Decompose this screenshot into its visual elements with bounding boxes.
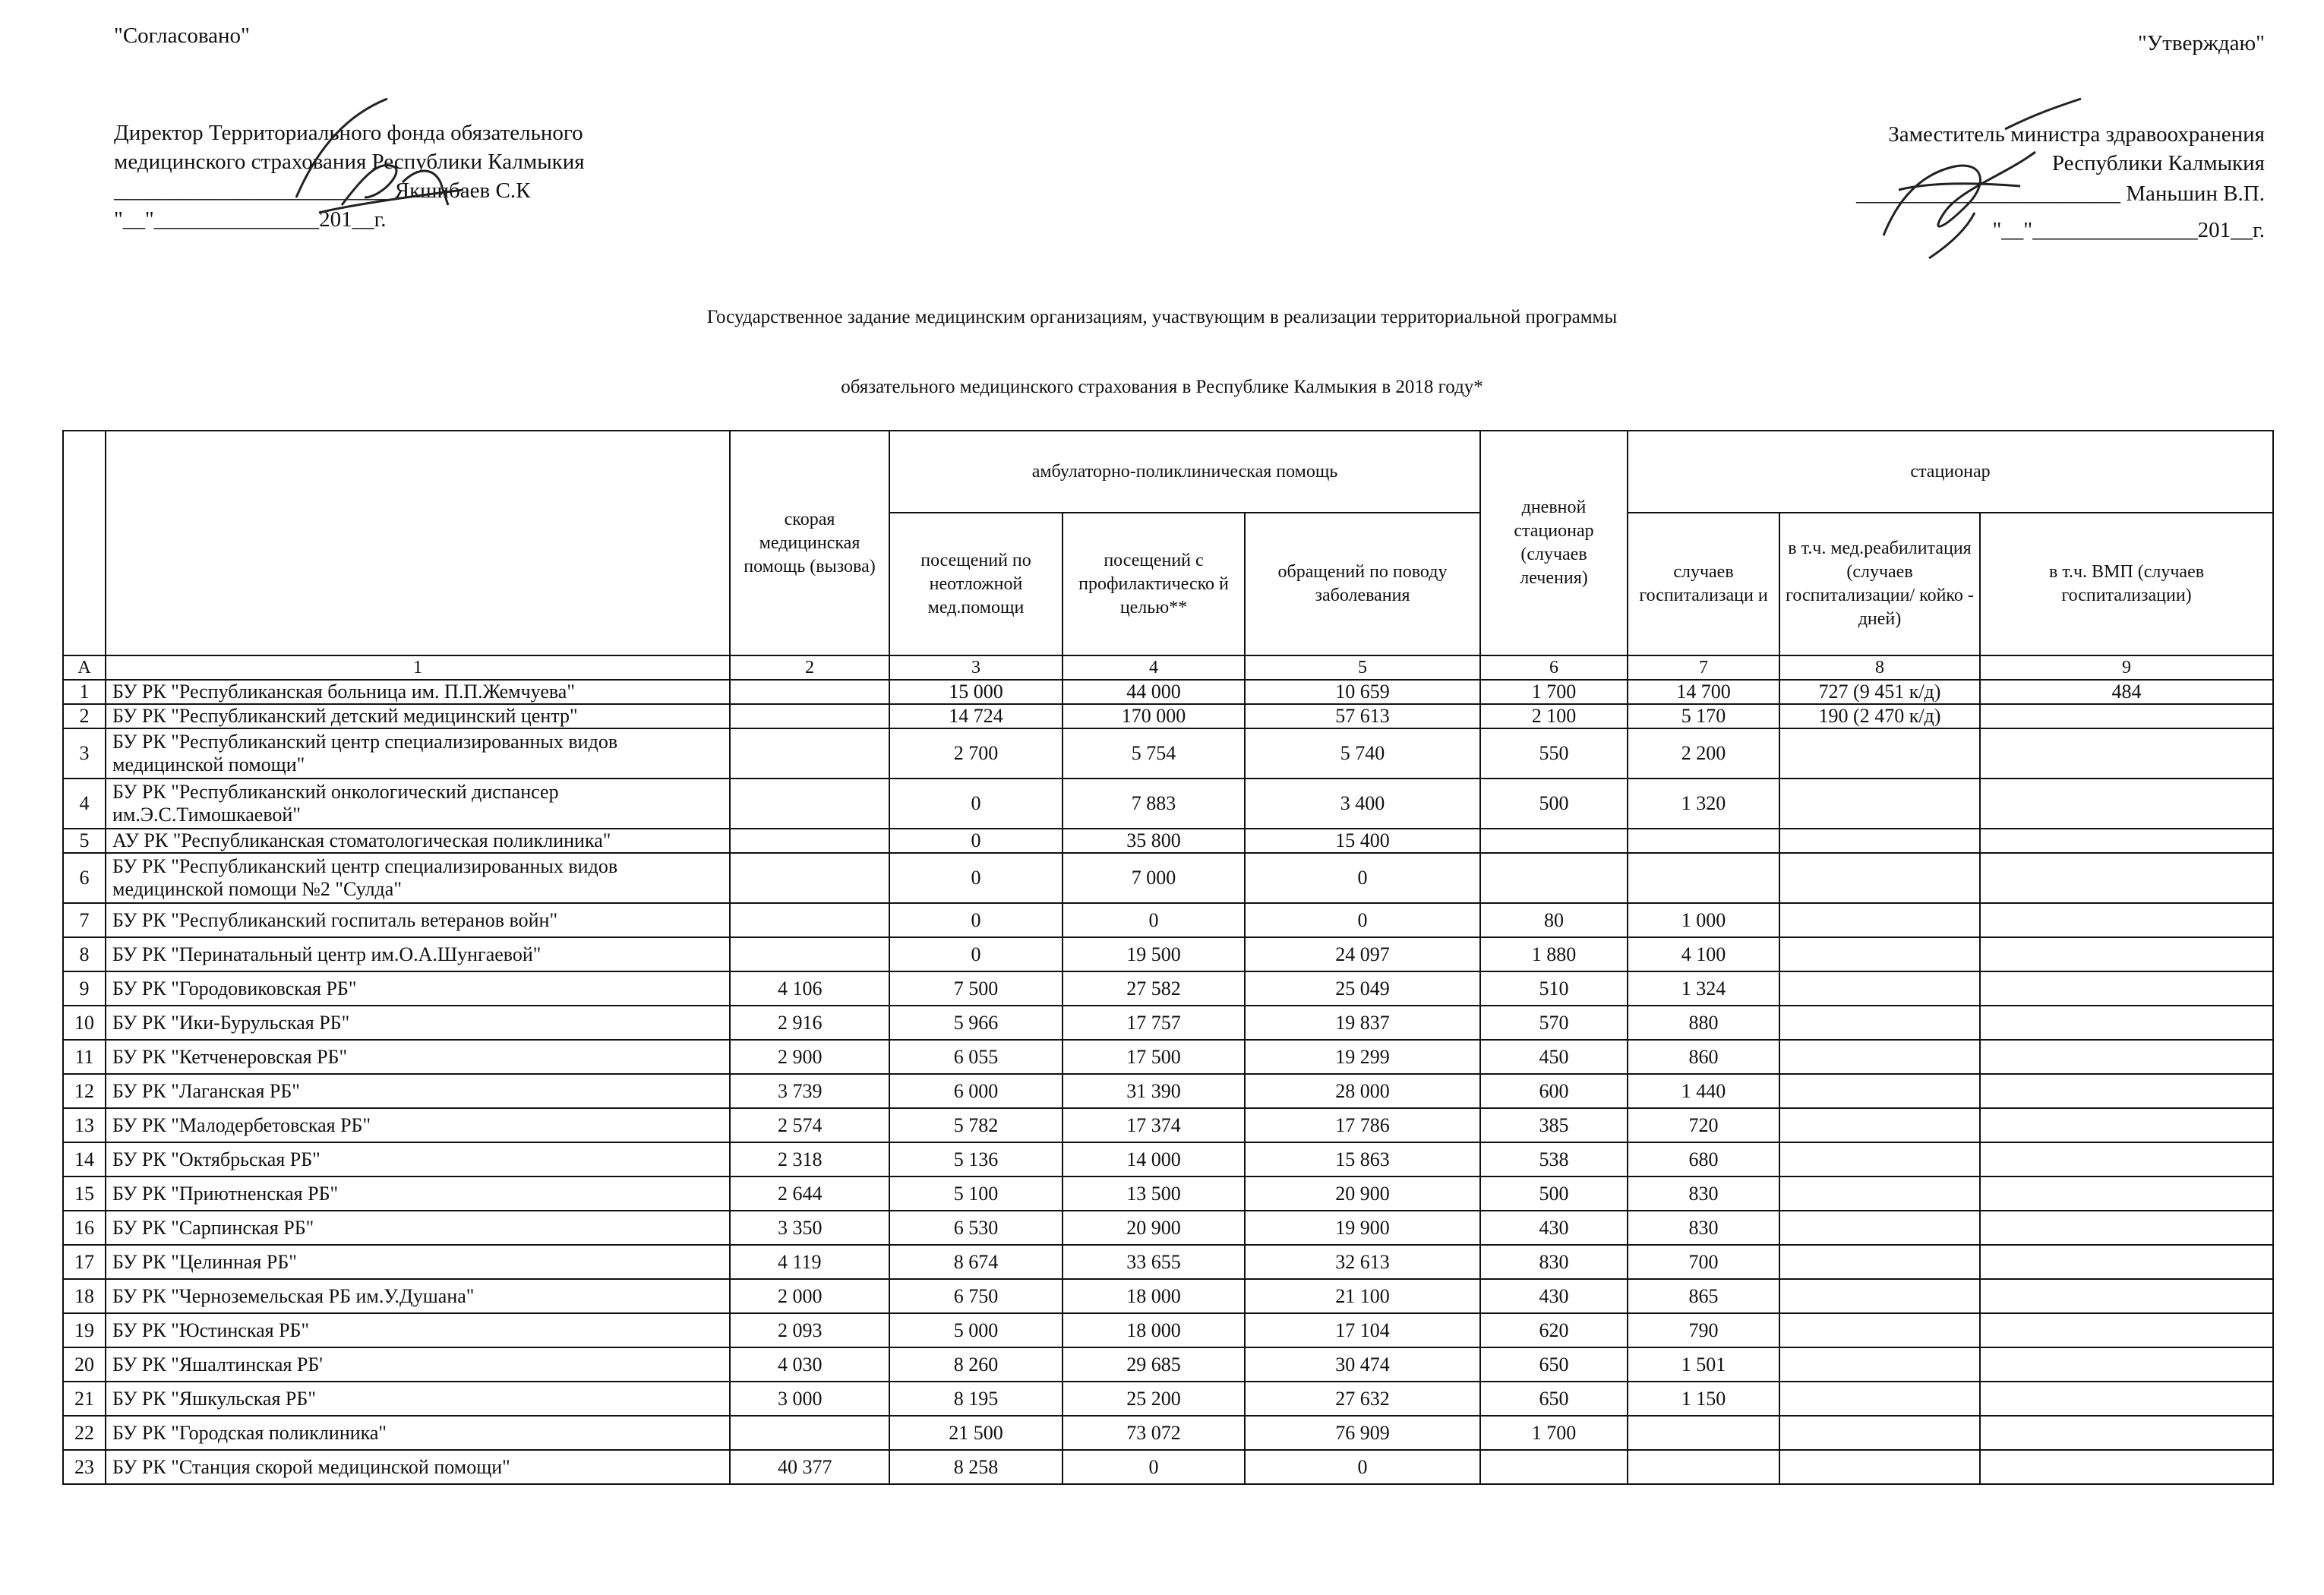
value-cell-c4: 73 072 — [1063, 1416, 1245, 1450]
value-cell-c2: 4 119 — [730, 1245, 889, 1279]
header-hospitalization-cases: случаев госпитализаци и — [1628, 513, 1779, 655]
value-cell-c5: 27 632 — [1245, 1382, 1480, 1416]
value-cell-c5: 0 — [1245, 1450, 1480, 1484]
value-cell-c6: 385 — [1480, 1108, 1628, 1142]
value-cell-c7: 860 — [1628, 1040, 1779, 1074]
value-cell-c5: 32 613 — [1245, 1245, 1480, 1279]
value-cell-c2 — [730, 779, 889, 829]
value-cell-c5: 19 900 — [1245, 1211, 1480, 1245]
value-cell-c6: 830 — [1480, 1245, 1628, 1279]
table-row — [63, 853, 2273, 903]
value-cell-c3: 15 000 — [889, 680, 1063, 704]
value-cell-c9 — [1980, 1347, 2273, 1382]
right-signature-icon — [1853, 84, 2111, 273]
table-row — [63, 1416, 2273, 1450]
value-cell-c6 — [1480, 829, 1628, 853]
value-cell-c3: 0 — [889, 779, 1063, 829]
value-cell-c9 — [1980, 1279, 2273, 1313]
document-title-line-1: Государственное задание медицинским организациям, участвующим в реализации территориальной программы — [706, 307, 1618, 327]
value-cell-c9 — [1980, 1245, 2273, 1279]
value-cell-c2: 2 900 — [730, 1040, 889, 1074]
value-cell-c8 — [1779, 853, 1980, 903]
row-number-cell: 2 — [63, 704, 106, 728]
value-cell-c8 — [1779, 1142, 1980, 1177]
index-cell: 1 — [106, 655, 730, 680]
value-cell-c9 — [1980, 1142, 2273, 1177]
value-cell-c5: 5 740 — [1245, 728, 1480, 779]
header-day-hospital: дневной стационар (случаев лечения) — [1480, 431, 1628, 655]
value-cell-c8 — [1779, 728, 1980, 779]
table-row — [63, 903, 2273, 937]
value-cell-c3: 0 — [889, 853, 1063, 903]
header-row-number — [63, 431, 106, 655]
value-cell-c3: 2 700 — [889, 728, 1063, 779]
organization-name-cell: БУ РК "Республиканский центр специализированных видов медицинской помощи" — [106, 728, 730, 779]
value-cell-c7: 1 324 — [1628, 971, 1779, 1006]
organization-name-cell: БУ РК "Городовиковская РБ" — [106, 971, 730, 1006]
value-cell-c5: 19 837 — [1245, 1006, 1480, 1040]
value-cell-c7: 700 — [1628, 1245, 1779, 1279]
value-cell-c8 — [1779, 1450, 1980, 1484]
value-cell-c8 — [1779, 1245, 1980, 1279]
index-cell: 7 — [1628, 655, 1779, 680]
value-cell-c6 — [1480, 853, 1628, 903]
organization-name-cell: БУ РК "Ики-Бурульская РБ" — [106, 1006, 730, 1040]
left-line-1: Директор Территориального фонда обязательного — [114, 121, 583, 145]
value-cell-c4: 18 000 — [1063, 1279, 1245, 1313]
value-cell-c4: 31 390 — [1063, 1074, 1245, 1108]
value-cell-c4: 7 000 — [1063, 853, 1245, 903]
value-cell-c6 — [1480, 1450, 1628, 1484]
value-cell-c6: 500 — [1480, 1177, 1628, 1211]
value-cell-c6: 1 700 — [1480, 680, 1628, 704]
value-cell-c4: 170 000 — [1063, 704, 1245, 728]
value-cell-c5: 0 — [1245, 903, 1480, 937]
organization-name-cell: БУ РК "Октябрьская РБ" — [106, 1142, 730, 1177]
organization-name-cell: БУ РК "Юстинская РБ" — [106, 1313, 730, 1347]
value-cell-c9 — [1980, 1211, 2273, 1245]
left-line-4: "__"_______________201__г. — [114, 207, 387, 232]
value-cell-c5: 28 000 — [1245, 1074, 1480, 1108]
row-number-cell: 19 — [63, 1313, 106, 1347]
value-cell-c2: 2 644 — [730, 1177, 889, 1211]
value-cell-c8 — [1779, 1040, 1980, 1074]
value-cell-c2 — [730, 728, 889, 779]
value-cell-c6: 1 700 — [1480, 1416, 1628, 1450]
value-cell-c6: 620 — [1480, 1313, 1628, 1347]
value-cell-c6: 500 — [1480, 779, 1628, 829]
table-row — [63, 1074, 2273, 1108]
value-cell-c8 — [1779, 937, 1980, 971]
value-cell-c4: 17 757 — [1063, 1006, 1245, 1040]
value-cell-c7 — [1628, 829, 1779, 853]
value-cell-c2: 3 000 — [730, 1382, 889, 1416]
value-cell-c2 — [730, 903, 889, 937]
index-cell: А — [63, 655, 106, 680]
value-cell-c4: 0 — [1063, 1450, 1245, 1484]
value-cell-c4: 17 374 — [1063, 1108, 1245, 1142]
row-number-cell: 7 — [63, 903, 106, 937]
organization-name-cell: БУ РК "Республиканский центр специализированных видов медицинской помощи №2 "Сулда" — [106, 853, 730, 903]
value-cell-c2: 4 030 — [730, 1347, 889, 1382]
index-cell: 6 — [1480, 655, 1628, 680]
value-cell-c2: 2 318 — [730, 1142, 889, 1177]
value-cell-c6: 430 — [1480, 1279, 1628, 1313]
value-cell-c6: 1 880 — [1480, 937, 1628, 971]
row-number-cell: 6 — [63, 853, 106, 903]
value-cell-c3: 6 055 — [889, 1040, 1063, 1074]
row-number-cell: 13 — [63, 1108, 106, 1142]
value-cell-c6: 510 — [1480, 971, 1628, 1006]
value-cell-c3: 6 000 — [889, 1074, 1063, 1108]
value-cell-c9 — [1980, 937, 2273, 971]
value-cell-c7 — [1628, 1450, 1779, 1484]
value-cell-c4: 7 883 — [1063, 779, 1245, 829]
value-cell-c3: 8 258 — [889, 1450, 1063, 1484]
value-cell-c7 — [1628, 1416, 1779, 1450]
table-row — [63, 829, 2273, 853]
right-stamp: "Утверждаю" — [2137, 31, 2265, 55]
value-cell-c5: 24 097 — [1245, 937, 1480, 971]
value-cell-c4: 27 582 — [1063, 971, 1245, 1006]
value-cell-c2 — [730, 937, 889, 971]
value-cell-c2: 3 739 — [730, 1074, 889, 1108]
organization-name-cell: БУ РК "Яшкульская РБ" — [106, 1382, 730, 1416]
table-row — [63, 728, 2273, 779]
value-cell-c4: 14 000 — [1063, 1142, 1245, 1177]
value-cell-c5: 17 104 — [1245, 1313, 1480, 1347]
value-cell-c4: 5 754 — [1063, 728, 1245, 779]
organization-name-cell: АУ РК "Республиканская стоматологическая поликлиника" — [106, 829, 730, 853]
value-cell-c9 — [1980, 1108, 2273, 1142]
organization-name-cell: БУ РК "Черноземельская РБ им.У.Душана" — [106, 1279, 730, 1313]
table-row — [63, 1040, 2273, 1074]
value-cell-c4: 13 500 — [1063, 1177, 1245, 1211]
table-row — [63, 1279, 2273, 1313]
value-cell-c7: 14 700 — [1628, 680, 1779, 704]
value-cell-c8: 190 (2 470 к/д) — [1779, 704, 1980, 728]
state-assignment-table — [62, 430, 2274, 1485]
value-cell-c4: 19 500 — [1063, 937, 1245, 971]
value-cell-c3: 14 724 — [889, 704, 1063, 728]
value-cell-c4: 33 655 — [1063, 1245, 1245, 1279]
table-row — [63, 1211, 2273, 1245]
organization-name-cell: БУ РК "Кетченеровская РБ" — [106, 1040, 730, 1074]
value-cell-c2: 40 377 — [730, 1450, 889, 1484]
value-cell-c8 — [1779, 779, 1980, 829]
row-number-cell: 1 — [63, 680, 106, 704]
value-cell-c8 — [1779, 1382, 1980, 1416]
value-cell-c6: 538 — [1480, 1142, 1628, 1177]
value-cell-c7 — [1628, 853, 1779, 903]
value-cell-c3: 7 500 — [889, 971, 1063, 1006]
value-cell-c2: 2 000 — [730, 1279, 889, 1313]
value-cell-c7: 790 — [1628, 1313, 1779, 1347]
value-cell-c5: 10 659 — [1245, 680, 1480, 704]
organization-name-cell: БУ РК "Яшалтинская РБ' — [106, 1347, 730, 1382]
value-cell-c3: 5 782 — [889, 1108, 1063, 1142]
row-number-cell: 17 — [63, 1245, 106, 1279]
header-organization — [106, 431, 730, 655]
value-cell-c9 — [1980, 829, 2273, 853]
value-cell-c3: 0 — [889, 937, 1063, 971]
header-rehabilitation: в т.ч. мед.реабилитация (случаев госпитализации/ койко - дней) — [1779, 513, 1980, 655]
table-row — [63, 1382, 2273, 1416]
row-number-cell: 8 — [63, 937, 106, 971]
organization-name-cell: БУ РК "Республиканский детский медицинский центр" — [106, 704, 730, 728]
value-cell-c2: 4 106 — [730, 971, 889, 1006]
index-cell: 2 — [730, 655, 889, 680]
organization-name-cell: БУ РК "Лаганская РБ" — [106, 1074, 730, 1108]
table-row — [63, 971, 2273, 1006]
table-row — [63, 1313, 2273, 1347]
right-line-2: Республики Калмыкия — [2051, 151, 2265, 175]
value-cell-c6: 430 — [1480, 1211, 1628, 1245]
organization-name-cell: БУ РК "Республиканская больница им. П.П.Жемчуева" — [106, 680, 730, 704]
value-cell-c3: 6 530 — [889, 1211, 1063, 1245]
value-cell-c9 — [1980, 1177, 2273, 1211]
value-cell-c7: 1 000 — [1628, 903, 1779, 937]
header-outpatient-group: амбулаторно-поликлиническая помощь — [889, 431, 1480, 513]
value-cell-c5: 15 863 — [1245, 1142, 1480, 1177]
value-cell-c7: 680 — [1628, 1142, 1779, 1177]
value-cell-c3: 8 260 — [889, 1347, 1063, 1382]
value-cell-c7: 830 — [1628, 1177, 1779, 1211]
value-cell-c5: 21 100 — [1245, 1279, 1480, 1313]
value-cell-c7: 1 501 — [1628, 1347, 1779, 1382]
value-cell-c7: 1 320 — [1628, 779, 1779, 829]
value-cell-c2: 3 350 — [730, 1211, 889, 1245]
value-cell-c6: 570 — [1480, 1006, 1628, 1040]
value-cell-c2: 2 093 — [730, 1313, 889, 1347]
value-cell-c6: 650 — [1480, 1347, 1628, 1382]
value-cell-c4: 29 685 — [1063, 1347, 1245, 1382]
value-cell-c8 — [1779, 1074, 1980, 1108]
value-cell-c6: 600 — [1480, 1074, 1628, 1108]
value-cell-c8 — [1779, 1006, 1980, 1040]
value-cell-c5: 20 900 — [1245, 1177, 1480, 1211]
value-cell-c9 — [1980, 1450, 2273, 1484]
value-cell-c9 — [1980, 1074, 2273, 1108]
organization-name-cell: БУ РК "Городская поликлиника" — [106, 1416, 730, 1450]
table-row — [63, 1177, 2273, 1211]
value-cell-c6: 2 100 — [1480, 704, 1628, 728]
value-cell-c3: 8 674 — [889, 1245, 1063, 1279]
row-number-cell: 14 — [63, 1142, 106, 1177]
value-cell-c9 — [1980, 728, 2273, 779]
value-cell-c7: 1 440 — [1628, 1074, 1779, 1108]
value-cell-c5: 17 786 — [1245, 1108, 1480, 1142]
value-cell-c8: 727 (9 451 к/д) — [1779, 680, 1980, 704]
value-cell-c3: 21 500 — [889, 1416, 1063, 1450]
value-cell-c9 — [1980, 704, 2273, 728]
row-number-cell: 4 — [63, 779, 106, 829]
value-cell-c8 — [1779, 1313, 1980, 1347]
table-row — [63, 1450, 2273, 1484]
value-cell-c7: 865 — [1628, 1279, 1779, 1313]
row-number-cell: 15 — [63, 1177, 106, 1211]
row-number-cell: 22 — [63, 1416, 106, 1450]
value-cell-c3: 5 100 — [889, 1177, 1063, 1211]
left-line-3: _________________________ Якшибаев С.К — [114, 178, 531, 203]
row-number-cell: 9 — [63, 971, 106, 1006]
value-cell-c5: 57 613 — [1245, 704, 1480, 728]
value-cell-c5: 19 299 — [1245, 1040, 1480, 1074]
value-cell-c9 — [1980, 1382, 2273, 1416]
column-index-row — [63, 655, 2273, 680]
value-cell-c3: 8 195 — [889, 1382, 1063, 1416]
index-cell: 4 — [1063, 655, 1245, 680]
right-line-1: Заместитель министра здравоохранения — [1888, 122, 2265, 147]
value-cell-c8 — [1779, 1347, 1980, 1382]
table-row — [63, 1245, 2273, 1279]
header-high-tech-care: в т.ч. ВМП (случаев госпитализации) — [1980, 513, 2273, 655]
value-cell-c5: 25 049 — [1245, 971, 1480, 1006]
left-stamp: "Согласовано" — [114, 24, 250, 48]
row-number-cell: 18 — [63, 1279, 106, 1313]
value-cell-c6: 550 — [1480, 728, 1628, 779]
value-cell-c2: 2 916 — [730, 1006, 889, 1040]
value-cell-c9 — [1980, 853, 2273, 903]
value-cell-c9 — [1980, 971, 2273, 1006]
value-cell-c3: 0 — [889, 903, 1063, 937]
value-cell-c2 — [730, 704, 889, 728]
value-cell-c7: 880 — [1628, 1006, 1779, 1040]
row-number-cell: 23 — [63, 1450, 106, 1484]
value-cell-c2 — [730, 829, 889, 853]
value-cell-c3: 5 136 — [889, 1142, 1063, 1177]
value-cell-c8 — [1779, 971, 1980, 1006]
value-cell-c2 — [730, 680, 889, 704]
organization-name-cell: БУ РК "Станция скорой медицинской помощи" — [106, 1450, 730, 1484]
value-cell-c9: 484 — [1980, 680, 2273, 704]
value-cell-c5: 76 909 — [1245, 1416, 1480, 1450]
document-title-line-2: обязательного медицинского страхования в Республике Калмыкия в 2018 году* — [841, 377, 1483, 397]
index-cell: 3 — [889, 655, 1063, 680]
table-row — [63, 680, 2273, 704]
index-cell: 9 — [1980, 655, 2273, 680]
organization-name-cell: БУ РК "Республиканский госпиталь ветеранов войн" — [106, 903, 730, 937]
table-row — [63, 779, 2273, 829]
table-row — [63, 1347, 2273, 1382]
value-cell-c2 — [730, 853, 889, 903]
value-cell-c7: 1 150 — [1628, 1382, 1779, 1416]
value-cell-c8 — [1779, 903, 1980, 937]
value-cell-c5: 0 — [1245, 853, 1480, 903]
header-urgent-visits: посещений по неотложной мед.помощи — [889, 513, 1063, 655]
value-cell-c5: 3 400 — [1245, 779, 1480, 829]
table-row — [63, 704, 2273, 728]
value-cell-c8 — [1779, 1211, 1980, 1245]
value-cell-c3: 0 — [889, 829, 1063, 853]
organization-name-cell: БУ РК "Малодербетовская РБ" — [106, 1108, 730, 1142]
organization-name-cell: БУ РК "Республиканский онкологический диспансер им.Э.С.Тимошкаевой" — [106, 779, 730, 829]
value-cell-c8 — [1779, 829, 1980, 853]
value-cell-c4: 17 500 — [1063, 1040, 1245, 1074]
organization-name-cell: БУ РК "Целинная РБ" — [106, 1245, 730, 1279]
value-cell-c4: 0 — [1063, 903, 1245, 937]
index-cell: 5 — [1245, 655, 1480, 680]
table-row — [63, 1142, 2273, 1177]
value-cell-c9 — [1980, 1313, 2273, 1347]
value-cell-c4: 35 800 — [1063, 829, 1245, 853]
value-cell-c3: 5 000 — [889, 1313, 1063, 1347]
value-cell-c9 — [1980, 1040, 2273, 1074]
row-number-cell: 3 — [63, 728, 106, 779]
header-ambulance: скорая медицинская помощь (вызова) — [730, 431, 889, 655]
index-cell: 8 — [1779, 655, 1980, 680]
header-preventive-visits: посещений с профилактическо й целью** — [1063, 513, 1245, 655]
value-cell-c6: 450 — [1480, 1040, 1628, 1074]
row-number-cell: 5 — [63, 829, 106, 853]
table-row — [63, 1108, 2273, 1142]
value-cell-c8 — [1779, 1416, 1980, 1450]
header-disease-visits: обращений по поводу заболевания — [1245, 513, 1480, 655]
right-line-4: "__"_______________201__г. — [1992, 218, 2265, 242]
row-number-cell: 10 — [63, 1006, 106, 1040]
left-line-2: медицинского страхования Республики Калмыкия — [114, 150, 585, 174]
value-cell-c2: 2 574 — [730, 1108, 889, 1142]
value-cell-c4: 44 000 — [1063, 680, 1245, 704]
value-cell-c9 — [1980, 1006, 2273, 1040]
table-body — [63, 680, 2273, 1484]
value-cell-c4: 25 200 — [1063, 1382, 1245, 1416]
value-cell-c4: 20 900 — [1063, 1211, 1245, 1245]
value-cell-c9 — [1980, 1416, 2273, 1450]
organization-name-cell: БУ РК "Приютненская РБ" — [106, 1177, 730, 1211]
value-cell-c6: 80 — [1480, 903, 1628, 937]
value-cell-c9 — [1980, 779, 2273, 829]
row-number-cell: 12 — [63, 1074, 106, 1108]
value-cell-c5: 30 474 — [1245, 1347, 1480, 1382]
header-inpatient-group: стационар — [1628, 431, 2273, 513]
table-row — [63, 1006, 2273, 1040]
value-cell-c7: 4 100 — [1628, 937, 1779, 971]
right-line-3: ________________________ Маньшин В.П. — [1855, 182, 2265, 206]
value-cell-c8 — [1779, 1177, 1980, 1211]
value-cell-c2 — [730, 1416, 889, 1450]
value-cell-c7: 5 170 — [1628, 704, 1779, 728]
value-cell-c7: 830 — [1628, 1211, 1779, 1245]
table-row — [63, 937, 2273, 971]
value-cell-c8 — [1779, 1279, 1980, 1313]
organization-name-cell: БУ РК "Перинатальный центр им.О.А.Шунгаевой" — [106, 937, 730, 971]
value-cell-c3: 6 750 — [889, 1279, 1063, 1313]
row-number-cell: 21 — [63, 1382, 106, 1416]
value-cell-c7: 2 200 — [1628, 728, 1779, 779]
organization-name-cell: БУ РК "Сарпинская РБ" — [106, 1211, 730, 1245]
row-number-cell: 16 — [63, 1211, 106, 1245]
row-number-cell: 20 — [63, 1347, 106, 1382]
value-cell-c5: 15 400 — [1245, 829, 1480, 853]
value-cell-c6: 650 — [1480, 1382, 1628, 1416]
row-number-cell: 11 — [63, 1040, 106, 1074]
value-cell-c3: 5 966 — [889, 1006, 1063, 1040]
value-cell-c8 — [1779, 1108, 1980, 1142]
value-cell-c7: 720 — [1628, 1108, 1779, 1142]
value-cell-c9 — [1980, 903, 2273, 937]
value-cell-c4: 18 000 — [1063, 1313, 1245, 1347]
